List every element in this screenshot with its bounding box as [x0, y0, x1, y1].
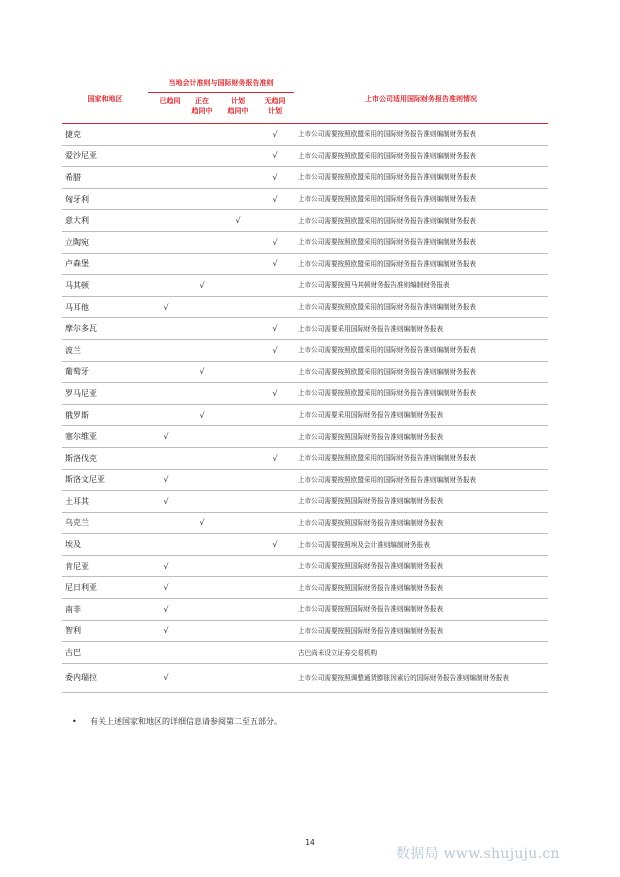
check-mark: √ — [272, 237, 278, 247]
check-mark: √ — [272, 172, 278, 182]
table-row — [62, 448, 548, 470]
header-planned: 计划 趋同中 — [227, 97, 249, 115]
usage-text: 上市公司需要按照欧盟采用的国际财务报告准则编制财务报表 — [298, 367, 477, 376]
country-name: 尼日利亚 — [65, 583, 97, 593]
table-row — [62, 340, 548, 362]
table-row — [62, 491, 548, 513]
page-number: 14 — [305, 838, 315, 847]
check-mark: √ — [199, 367, 205, 377]
usage-text: 上市公司需要按照欧盟采用的国际财务报告准则编制财务报表 — [298, 454, 477, 463]
table-row — [62, 232, 548, 254]
usage-text: 上市公司需要按照欧盟采用的国际财务报告准则编制财务报表 — [298, 389, 477, 398]
country-name: 俄罗斯 — [65, 410, 89, 420]
table-row — [62, 297, 548, 319]
table-row — [62, 577, 548, 599]
check-mark: √ — [272, 129, 278, 139]
country-name: 乌克兰 — [65, 518, 89, 528]
check-mark: √ — [163, 673, 169, 683]
table-row — [62, 275, 548, 297]
country-name: 波兰 — [65, 345, 81, 355]
table-row — [62, 513, 548, 535]
check-mark: √ — [272, 540, 278, 550]
check-mark: √ — [272, 194, 278, 204]
table-row — [62, 621, 548, 643]
header-country: 国家和地区 — [87, 95, 123, 103]
usage-text: 上市公司需要按照国际财务报告准则编制财务报表 — [298, 605, 444, 614]
usage-text: 上市公司需要按照欧盟采用的国际财务报告准则编制财务报表 — [298, 216, 477, 225]
header-no-plan: 无趋同 计划 — [264, 97, 286, 115]
usage-text: 上市公司需要按照国际财务报告准则编制财务报表 — [298, 432, 444, 441]
check-mark: √ — [199, 280, 205, 290]
check-mark: √ — [272, 151, 278, 161]
table-row — [62, 556, 548, 578]
table-row — [62, 664, 548, 693]
country-name: 希腊 — [65, 172, 81, 182]
usage-text: 上市公司需要按照欧盟采用的国际财务报告准则编制财务报表 — [298, 346, 477, 355]
table-row — [62, 189, 548, 211]
country-name: 匈牙利 — [65, 194, 89, 204]
usage-text: 上市公司需要按照国际财务报告准则编制财务报表 — [298, 562, 444, 571]
check-mark: √ — [163, 561, 169, 571]
table-row — [62, 124, 548, 146]
usage-text: 上市公司需要按照欧盟采用的国际财务报告准则编制财务报表 — [298, 130, 477, 139]
country-name: 捷克 — [65, 129, 81, 139]
country-name: 古巴 — [65, 648, 81, 658]
check-mark: √ — [272, 345, 278, 355]
check-mark: √ — [199, 518, 205, 528]
country-name: 斯洛伐克 — [65, 453, 97, 463]
country-name: 委内瑞拉 — [65, 673, 97, 683]
usage-text: 上市公司需要按照欧盟采用的国际财务报告准则编制财务报表 — [298, 195, 477, 204]
watermark: 数据局 www.shujuju.cn — [396, 846, 560, 862]
country-name: 斯洛文尼亚 — [65, 475, 105, 485]
country-name: 马耳他 — [65, 302, 89, 312]
check-mark: √ — [163, 432, 169, 442]
country-name: 马其顿 — [65, 280, 89, 290]
country-name: 卢森堡 — [65, 259, 89, 269]
table-row — [62, 470, 548, 492]
table-row — [62, 210, 548, 232]
check-mark: √ — [272, 324, 278, 334]
header-converged: 已趋同 — [159, 97, 181, 105]
table-row — [62, 167, 548, 189]
usage-text: 上市公司需要按照调整通货膨胀因素后的国际财务报告准则编制财务报表 — [298, 673, 509, 682]
header-usage: 上市公司适用国际财务报告准则情况 — [365, 95, 477, 103]
check-mark: √ — [163, 475, 169, 485]
check-mark: √ — [163, 626, 169, 636]
table-row — [62, 426, 548, 448]
usage-text: 上市公司需要按照欧盟采用的国际财务报告准则编制财务报表 — [298, 475, 477, 484]
country-name: 摩尔多瓦 — [65, 324, 97, 334]
countries-table — [62, 124, 548, 693]
table-row — [62, 254, 548, 276]
header-group-divider — [148, 92, 294, 93]
check-mark: √ — [199, 410, 205, 420]
header-converging: 正在 趋同中 — [191, 97, 213, 115]
table-row — [62, 405, 548, 427]
check-mark: √ — [163, 496, 169, 506]
footnote — [72, 716, 282, 727]
country-name: 土耳其 — [65, 496, 89, 506]
country-name: 立陶宛 — [65, 237, 89, 247]
usage-text: 上市公司需要按照欧盟采用的国际财务报告准则编制财务报表 — [298, 303, 477, 312]
check-mark: √ — [272, 259, 278, 269]
country-name: 意大利 — [65, 216, 89, 226]
usage-text: 上市公司需要按照国际财务报告准则编制财务报表 — [298, 583, 444, 592]
footnote-text: 有关上述国家和地区的详细信息请参阅第二至五部分。 — [90, 717, 282, 726]
footnote-bullet: • — [72, 717, 77, 726]
table-row — [62, 599, 548, 621]
usage-text: 上市公司需要采用国际财务报告准则编制财务报表 — [298, 324, 444, 333]
usage-text: 上市公司需要按照马其顿财务报告准则编制财务报表 — [298, 281, 450, 290]
header-standards-group: 当地会计准则与国际财务报告准则 — [168, 79, 274, 87]
usage-text: 上市公司需要按照欧盟采用的国际财务报告准则编制财务报表 — [298, 173, 477, 182]
country-name: 智利 — [65, 626, 81, 636]
table-row — [62, 642, 548, 664]
check-mark: √ — [272, 388, 278, 398]
country-name: 埃及 — [65, 540, 81, 550]
country-name: 葡萄牙 — [65, 367, 89, 377]
check-mark: √ — [235, 216, 241, 226]
check-mark: √ — [163, 604, 169, 614]
usage-text: 上市公司需要按照欧盟采用的国际财务报告准则编制财务报表 — [298, 238, 477, 247]
usage-text: 上市公司需要按照埃及会计准则编制财务报表 — [298, 540, 430, 549]
table-row — [62, 383, 548, 405]
table-row — [62, 534, 548, 556]
usage-text: 上市公司需要按照国际财务报告准则编制财务报表 — [298, 518, 444, 527]
check-mark: √ — [163, 302, 169, 312]
usage-text: 上市公司需要按照欧盟采用的国际财务报告准则编制财务报表 — [298, 151, 477, 160]
usage-text: 上市公司需要按照欧盟采用的国际财务报告准则编制财务报表 — [298, 259, 477, 268]
usage-text: 上市公司需要按照国际财务报告准则编制财务报表 — [298, 626, 444, 635]
usage-text: 古巴尚未设立证券交易机构 — [298, 648, 378, 657]
usage-text: 上市公司需要按照国际财务报告准则编制财务报表 — [298, 497, 444, 506]
country-name: 塞尔维亚 — [65, 432, 97, 442]
country-name: 肯尼亚 — [65, 561, 89, 571]
country-name: 爱沙尼亚 — [65, 151, 97, 161]
table-header — [62, 76, 548, 120]
usage-text: 上市公司需要采用国际财务报告准则编制财务报表 — [298, 411, 444, 420]
table-row — [62, 146, 548, 168]
country-name: 罗马尼亚 — [65, 388, 97, 398]
table-row — [62, 318, 548, 340]
check-mark: √ — [163, 583, 169, 593]
country-name: 南非 — [65, 604, 81, 614]
table-row — [62, 362, 548, 384]
check-mark: √ — [272, 453, 278, 463]
